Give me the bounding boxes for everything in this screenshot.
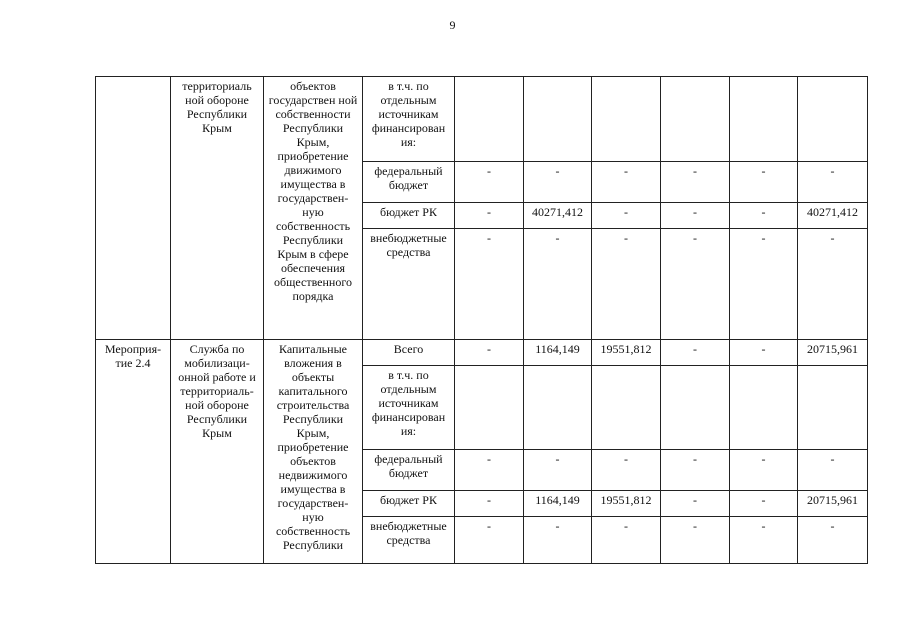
value-cell: - [730, 229, 798, 340]
value-cell: - [455, 450, 524, 491]
value-cell: - [455, 491, 524, 517]
value-cell: - [798, 229, 868, 340]
funding-source-cell: федеральный бюджет [363, 450, 455, 491]
funding-source-cell: бюджет РК [363, 491, 455, 517]
value-cell [730, 77, 798, 162]
value-cell: - [798, 450, 868, 491]
value-cell [592, 77, 661, 162]
value-cell: - [730, 450, 798, 491]
value-cell: 40271,412 [524, 203, 592, 229]
executor-cell: территориаль ной обороне Республики Крым [171, 77, 264, 340]
value-cell: 1164,149 [524, 340, 592, 366]
value-cell: - [798, 517, 868, 564]
value-cell: - [592, 203, 661, 229]
value-cell: 20715,961 [798, 340, 868, 366]
value-cell: - [455, 340, 524, 366]
table-row [96, 77, 868, 162]
value-cell: 1164,149 [524, 491, 592, 517]
value-cell [661, 77, 730, 162]
measure-code-cell [96, 77, 171, 340]
value-cell: - [730, 491, 798, 517]
table-row [96, 340, 868, 366]
value-cell: 40271,412 [798, 203, 868, 229]
value-cell: 19551,812 [592, 340, 661, 366]
value-cell: - [798, 162, 868, 203]
value-cell: - [730, 340, 798, 366]
funding-source-cell: внебюджетные средства [363, 517, 455, 564]
value-cell: - [524, 450, 592, 491]
funding-source-cell: федеральный бюджет [363, 162, 455, 203]
value-cell [455, 77, 524, 162]
value-cell: - [455, 162, 524, 203]
value-cell [524, 366, 592, 450]
value-cell [730, 366, 798, 450]
description-cell: объектов государствен ной собственности Республики Крым, приобретение движимого имущества в государствен-ную собственность Республики Крым в сфере обеспечения общественного порядка [264, 77, 363, 340]
value-cell: - [730, 517, 798, 564]
value-cell: - [661, 229, 730, 340]
funding-source-cell: бюджет РК [363, 203, 455, 229]
value-cell: - [455, 203, 524, 229]
value-cell [798, 366, 868, 450]
value-cell [524, 77, 592, 162]
value-cell: - [661, 162, 730, 203]
value-cell [798, 77, 868, 162]
value-cell: - [592, 517, 661, 564]
value-cell: 20715,961 [798, 491, 868, 517]
value-cell: - [592, 229, 661, 340]
value-cell [455, 366, 524, 450]
value-cell: - [455, 517, 524, 564]
value-cell: - [524, 517, 592, 564]
funding-source-cell: внебюджетные средства [363, 229, 455, 340]
value-cell [592, 366, 661, 450]
value-cell: - [661, 340, 730, 366]
executor-cell: Служба по мобилизаци-онной работе и территориаль-ной обороне Республики Крым [171, 340, 264, 564]
value-cell: 19551,812 [592, 491, 661, 517]
funding-source-cell: в т.ч. по отдельным источникам финансирован ия: [363, 77, 455, 162]
value-cell: - [661, 517, 730, 564]
value-cell: - [661, 203, 730, 229]
value-cell: - [661, 491, 730, 517]
value-cell: - [592, 450, 661, 491]
value-cell: - [730, 162, 798, 203]
value-cell [661, 366, 730, 450]
financing-table [95, 76, 868, 564]
value-cell: - [524, 162, 592, 203]
value-cell: - [730, 203, 798, 229]
funding-source-cell: в т.ч. по отдельным источникам финансирован ия: [363, 366, 455, 450]
value-cell: - [455, 229, 524, 340]
funding-source-cell: Всего [363, 340, 455, 366]
description-cell: Капитальные вложения в объекты капитального строительства Республики Крым, приобретение объектов недвижимого имущества в государствен-ную собственность Республики [264, 340, 363, 564]
value-cell: - [524, 229, 592, 340]
page-number: 9 [449, 18, 456, 32]
value-cell: - [592, 162, 661, 203]
value-cell: - [661, 450, 730, 491]
measure-code-cell: Мероприя-тие 2.4 [96, 340, 171, 564]
